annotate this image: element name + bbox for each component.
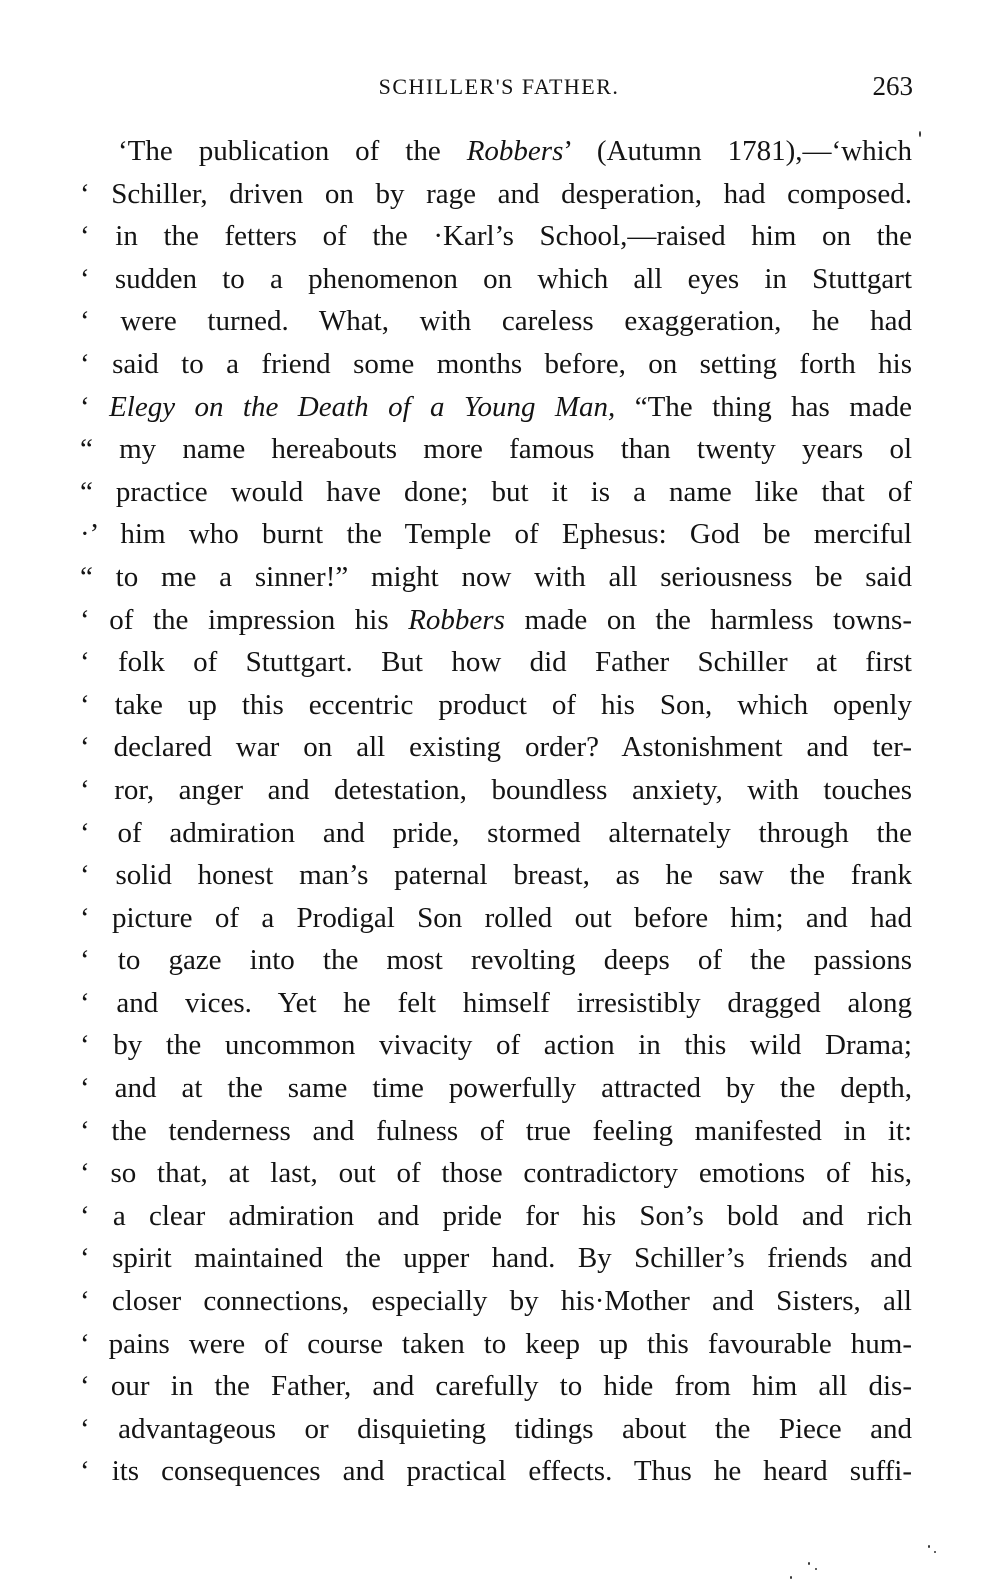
text-run: ‘ and vices. Yet he felt himself irresistibly dragged along — [80, 986, 912, 1019]
text-run: ‘ closer connections, especially by his·Mother and Sisters, all — [80, 1285, 912, 1318]
text-line — [80, 684, 912, 727]
text-line — [80, 343, 912, 386]
text-line — [80, 1195, 912, 1238]
text-run: ‘ its consequences and practical effects. Thus he heard suffi- — [80, 1455, 912, 1488]
text-run: ·’ him who burnt the Temple of Ephesus: God be merciful — [80, 518, 912, 551]
text-line — [80, 1110, 912, 1153]
text-line — [80, 726, 912, 769]
text-line — [80, 1450, 912, 1493]
text-run: ‘ were turned. What, with careless exaggeration, he had — [80, 305, 912, 338]
text-run: ’ (Autumn 1781),—‘which — [563, 135, 912, 167]
italic-text: Robbers — [466, 135, 564, 167]
text-line — [80, 1280, 912, 1323]
text-run: “ my name hereabouts more famous than twenty years ol — [80, 433, 912, 466]
text-line — [80, 258, 912, 301]
text-run: ‘ said to a friend some months before, on setting forth his — [80, 347, 912, 380]
text-run: “ practice would have done; but it is a name like that of — [80, 475, 912, 508]
text-line — [80, 897, 912, 940]
text-run: ‘ solid honest man’s paternal breast, as he saw the frank — [80, 859, 912, 892]
italic-text: Robbers — [408, 603, 505, 636]
text-run: ‘ of the impression his — [80, 603, 409, 636]
text-run: ‘ in the fetters of the ·Karl’s School,—raised him on the — [80, 220, 912, 253]
text-line — [80, 215, 912, 258]
text-line — [80, 982, 912, 1025]
text-run: ‘ to gaze into the most revolting deeps of the passions — [80, 944, 912, 977]
text-line — [80, 513, 912, 556]
text-run: ‘ declared war on all existing order? Astonishment and ter- — [80, 731, 912, 764]
text-run: “ to me a sinner!” might now with all seriousness be said — [80, 560, 912, 593]
text-run: ‘ ror, anger and detestation, boundless anxiety, with touches — [80, 773, 912, 806]
text-line — [80, 173, 912, 216]
text-line — [80, 599, 912, 642]
text-line — [80, 1237, 912, 1280]
text-line — [80, 1152, 912, 1195]
text-line — [80, 641, 912, 684]
text-line — [80, 471, 912, 514]
text-line — [80, 428, 912, 471]
text-run: ‘ by the uncommon vivacity of action in this wild Drama; — [80, 1029, 912, 1062]
text-run: ‘ the tenderness and fulness of true feeling manifested in it: — [80, 1114, 912, 1147]
print-speck — [919, 131, 921, 137]
text-line — [80, 854, 912, 897]
text-line — [80, 1024, 912, 1067]
page-header — [85, 71, 913, 108]
text-run: ‘ spirit maintained the upper hand. By Schiller’s friends and — [80, 1242, 912, 1275]
text-line — [80, 300, 912, 343]
text-line — [80, 1365, 912, 1408]
text-run: ‘ pains were of course taken to keep up this favourable hum- — [80, 1327, 912, 1360]
running-title: SCHILLER'S FATHER. — [378, 74, 620, 99]
text-line — [80, 812, 912, 855]
print-speck — [790, 1576, 792, 1579]
text-line — [80, 939, 912, 982]
text-run: ‘ Schiller, driven on by rage and desperation, had composed. — [80, 177, 912, 210]
text-run: ‘ advantageous or disquieting tidings about the Piece and — [80, 1412, 912, 1445]
print-speck — [934, 1551, 936, 1553]
print-speck — [928, 1545, 930, 1548]
text-line — [80, 1408, 912, 1451]
italic-text: Elegy on the Death of a Young Man, — [109, 390, 616, 423]
text-line — [80, 769, 912, 812]
text-line — [80, 130, 912, 173]
text-run: ‘ a clear admiration and pride for his Son’s bold and rich — [80, 1199, 912, 1232]
print-speck — [808, 1562, 810, 1565]
text-line — [80, 386, 912, 429]
print-speck — [815, 1568, 817, 1570]
text-line — [80, 1067, 912, 1110]
text-run: ‘ of admiration and pride, stormed alternately through the — [80, 816, 912, 849]
text-run: ‘ take up this eccentric product of his Son, which openly — [80, 688, 912, 721]
text-run: “The thing has made — [615, 390, 912, 423]
text-run: ‘ sudden to a phenomenon on which all eyes in Stuttgart — [80, 262, 912, 295]
text-run: ‘ folk of Stuttgart. But how did Father Schiller at first — [80, 646, 912, 679]
text-run: made on the harmless towns- — [504, 603, 912, 636]
text-line — [80, 556, 912, 599]
page-number: 263 — [872, 71, 913, 101]
body-text — [80, 130, 912, 1493]
text-run: ‘ our in the Father, and carefully to hide from him all dis- — [80, 1370, 912, 1403]
text-run: ‘ — [80, 390, 110, 423]
text-run: ‘The publication of the — [118, 135, 467, 167]
text-run: ‘ and at the same time powerfully attracted by the depth, — [80, 1072, 912, 1105]
text-run: ‘ so that, at last, out of those contradictory emotions of his, — [80, 1157, 912, 1190]
text-run: ‘ picture of a Prodigal Son rolled out before him; and had — [80, 901, 912, 934]
text-line — [80, 1323, 912, 1366]
